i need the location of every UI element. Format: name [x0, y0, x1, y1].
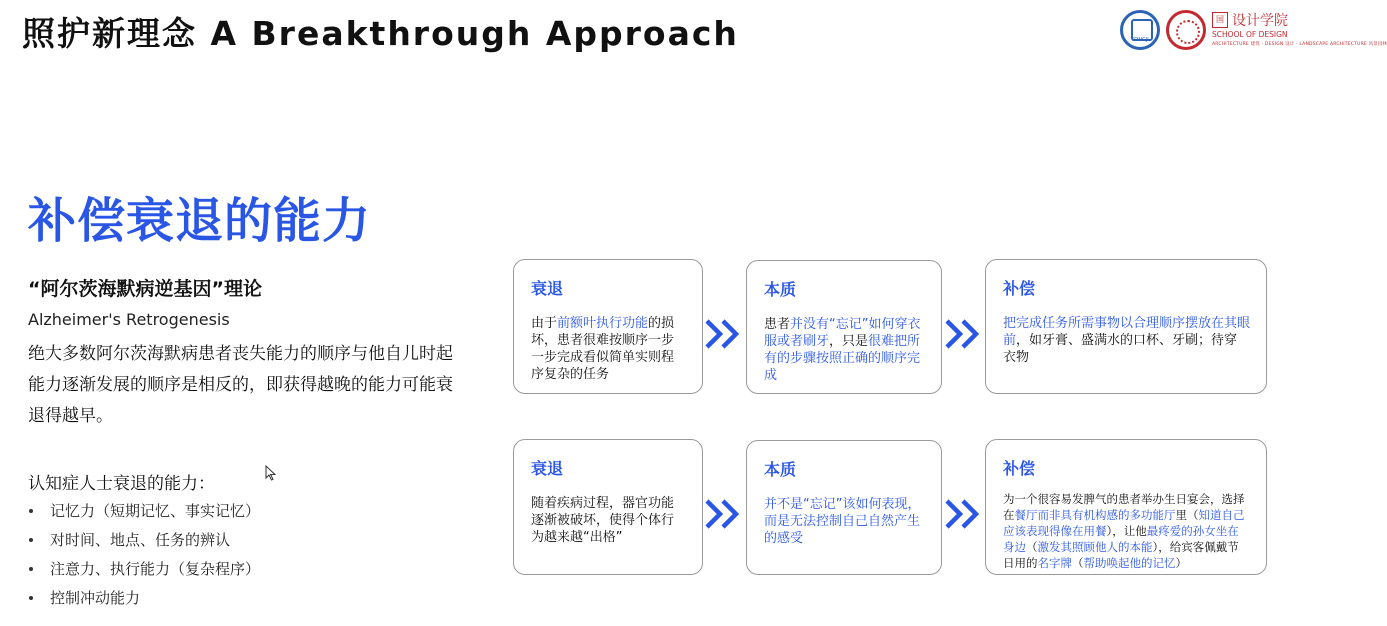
theory-subtitle: Alzheimer's Retrogenesis: [28, 310, 230, 329]
school-subtitle: ARCHITECTURE 建筑 · DESIGN 设计 · LANDSCAPE ARCHITECTURE 风景园林: [1212, 42, 1387, 47]
double-chevron-right-icon: [704, 316, 742, 352]
card-text: 随着疾病过程，器官功能逐渐被破坏，使得个体行为越来越“出格”: [531, 496, 675, 545]
double-chevron-right-icon: [704, 496, 742, 532]
card-title: 本质: [764, 460, 797, 479]
bullet-icon: [29, 509, 33, 513]
card-compensation-1: [985, 259, 1267, 394]
logo-group: [1118, 8, 1387, 56]
double-chevron-right-icon: [944, 496, 982, 532]
school-name-cn: 设计学院: [1232, 13, 1288, 29]
list-item: 注意力、执行能力（复杂程序）: [28, 555, 260, 584]
list-item: 记忆力（短期记忆、事实记忆）: [28, 497, 260, 526]
bullet-icon: [29, 596, 33, 600]
abilities-heading: 认知症人士衰退的能力：: [28, 474, 215, 494]
card-compensation-2: [985, 439, 1267, 575]
card-title: 本质: [764, 280, 797, 299]
card-text: 患者并没有“忘记”如何穿衣服或者刷牙，只是很难把所有的步骤按照正确的顺序完成: [764, 317, 921, 383]
cursor-icon: [265, 465, 277, 481]
card-title: 补偿: [1003, 459, 1036, 478]
bullet-icon: [29, 567, 33, 571]
card-essence-2: [746, 440, 942, 575]
card-text: 由于前额叶执行功能的损坏，患者很难按顺序一步一步完成看似简单实则程序复杂的任务: [531, 316, 675, 382]
card-decline-1: [513, 259, 703, 394]
theory-title: “阿尔茨海默病逆基因”理论: [28, 278, 262, 300]
list-item: 控制冲动能力: [28, 584, 260, 613]
card-text: 并不是“忘记”该如何表现，而是无法控制自己自然产生的感受: [764, 497, 921, 546]
card-title: 衰退: [531, 279, 564, 298]
abilities-list: [28, 497, 260, 613]
university-seal-icon: [1166, 10, 1206, 50]
card-title: 衰退: [531, 459, 564, 478]
section-title: 补偿衰退的能力: [28, 193, 372, 249]
card-text: 为一个很容易发脾气的患者举办生日宴会，选择在餐厅而非具有机构感的多功能厅里（知道自己应该表现得像在用餐），让他最疼爱的孙女坐在身边（激发其照顾他人的本能），给宾客佩戴节日用的名字牌（帮助唤起他的记忆）: [1003, 492, 1245, 570]
card-text: 把完成任务所需事物以合理顺序摆放在其眼前，如牙膏、盛满水的口杯、牙刷；待穿衣物: [1003, 316, 1251, 365]
university-logo-icon: TONGJI: [1120, 10, 1160, 50]
card-decline-2: [513, 439, 703, 575]
card-essence-1: [746, 260, 942, 394]
page-title: 照护新理念 A Breakthrough Approach: [22, 14, 739, 53]
double-chevron-right-icon: [944, 316, 982, 352]
card-title: 补偿: [1003, 279, 1036, 298]
school-name-en: SCHOOL OF DESIGN: [1212, 30, 1288, 39]
bullet-icon: [29, 538, 33, 542]
theory-description: 绝大多数阿尔茨海默病患者丧失能力的顺序与他自儿时起能力逐渐发展的顺序是相反的，即获得越晚的能力可能衰退得越早。: [28, 344, 453, 426]
list-item: 对时间、地点、任务的辨认: [28, 526, 260, 555]
school-mark-icon: 国: [1212, 12, 1228, 28]
